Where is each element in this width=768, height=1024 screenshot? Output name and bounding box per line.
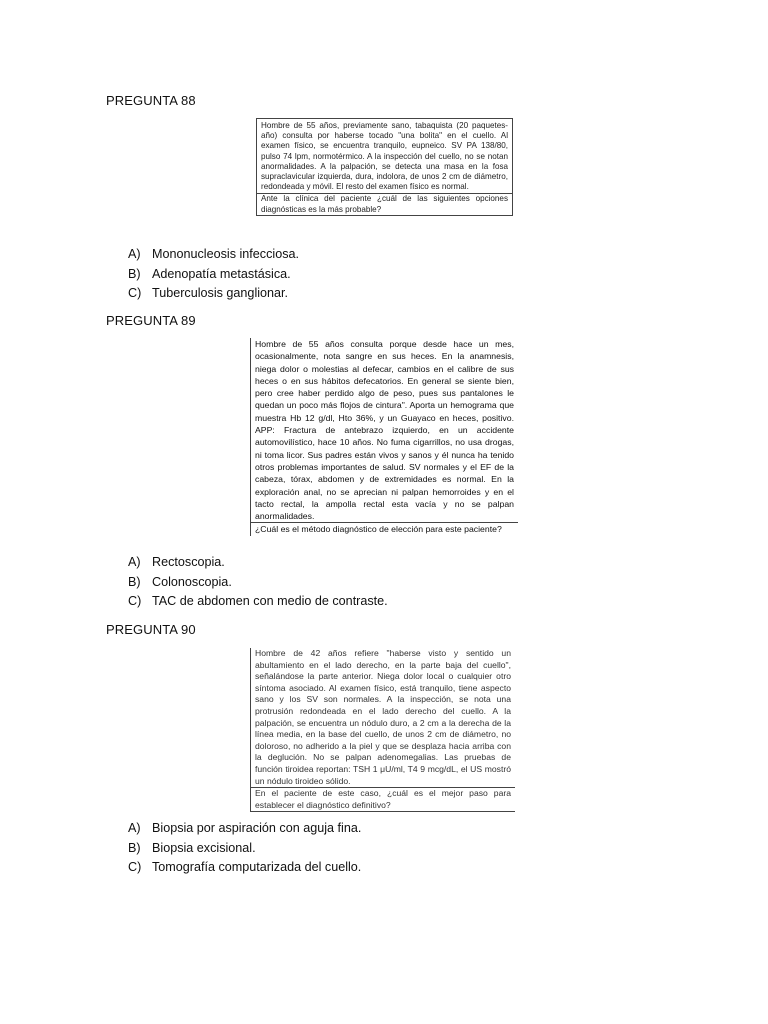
answer-option — [128, 265, 299, 285]
case-question: Ante la clínica del paciente ¿cuál de las siguientes opciones diagnósticas es la más probable? — [257, 193, 512, 214]
option-text: Biopsia excisional. — [152, 840, 256, 855]
question-title: PREGUNTA 90 — [106, 622, 196, 637]
option-letter: C) — [128, 286, 142, 300]
option-text: Tomografía computarizada del cuello. — [152, 860, 362, 874]
case-text: Hombre de 55 años, previamente sano, tabaquista (20 paquetes-año) consulta por haberse tocado "una bolita" en el cuello. Al examen físico, se encuentra tranquilo, eupneico. SV PA 138/80, pulso 74 lpm, normotérmico. A la inspección del cuello, no se notan anormalidades. A la palpación, se detecta una masa en la fosa supraclavicular izquierda, dura, indolora, de unos 2 cm de diámetro, redondeada y móvil. El resto del examen físico es normal. — [261, 121, 508, 192]
answer-options — [128, 819, 361, 878]
answer-option — [128, 245, 299, 265]
option-letter: B) — [128, 840, 141, 855]
case-question: En el paciente de este caso, ¿cuál es el mejor paso para establecer el diagnóstico definitivo? — [251, 787, 515, 811]
option-text: Biopsia por aspiración con aguja fina. — [152, 821, 362, 835]
answer-options — [128, 553, 388, 612]
clinical-case-box — [256, 118, 513, 216]
option-text: Rectoscopia. — [152, 555, 225, 569]
answer-option — [128, 858, 361, 878]
answer-option — [128, 553, 388, 573]
option-letter: A) — [128, 555, 141, 569]
clinical-case-box — [250, 648, 515, 812]
answer-option — [128, 284, 299, 304]
option-text: Colonoscopia. — [152, 574, 232, 589]
option-text: Tuberculosis ganglionar. — [152, 286, 289, 300]
case-text: Hombre de 55 años consulta porque desde hace un mes, ocasionalmente, nota sangre en sus heces. En la anamnesis, niega dolor o molestias al defecar, cambios en el calibre de sus heces o en sus hábitos defecatorios. En general se siente bien, pero cree haber perdido algo de peso, pues sus pantalones le quedan un poco más flojos de cintura". Aporta un hemograma que muestra Hb 12 g/dl, Hto 36%, y un Guayaco en heces, positivo. APP: Fractura de antebrazo izquierdo, en un accidente automovilístico, hace 10 años. No fuma cigarrillos, no usa drogas, ni toma licor. Sus padres están vivos y sanos y él nunca ha tenido otros problemas importantes de salud. SV normales y el EF de la cabeza, tórax, abdomen y de extremidades es normal. En la exploración anal, no se aprecian ni palpan hemorroides y en el tacto rectal, la ampolla rectal esta vacía y no se palpan anormalidades. — [255, 339, 514, 522]
option-letter: A) — [128, 247, 141, 261]
question-title: PREGUNTA 89 — [106, 313, 196, 328]
answer-options — [128, 245, 299, 304]
option-letter: B) — [128, 266, 141, 281]
answer-option — [128, 573, 388, 593]
clinical-case-box — [250, 338, 518, 536]
case-text: Hombre de 42 años refiere "haberse visto y sentido un abultamiento en el lado derecho, en la parte baja del cuello", señalándose la parte anterior. Niega dolor local o cualquier otro síntoma asociado. Al examen físico, está tranquilo, tiene aspecto sano y los SV son normales. A la inspección, se nota una protrusión redondeada en el lado derecho del cuello. A la palpación, se encuentra un nódulo duro, a 2 cm a la derecha de la línea media, en la base del cuello, de unos 2 cm de diámetro, no doloroso, no adherido a la piel y que se desplaza hacia arriba con la deglución. No se palpan adenomegalias. Las pruebas de función tiroidea reportan: TSH 1 μU/ml, T4 9 mcg/dL, el US mostró un nódulo tiroideo sólido. — [255, 648, 511, 786]
option-letter: C) — [128, 860, 142, 874]
question-title: PREGUNTA 88 — [106, 93, 196, 108]
option-text: TAC de abdomen con medio de contraste. — [152, 594, 388, 608]
option-text: Adenopatía metastásica. — [152, 266, 291, 281]
option-letter: A) — [128, 821, 141, 835]
option-letter: B) — [128, 574, 141, 589]
answer-option — [128, 592, 388, 612]
answer-option — [128, 819, 361, 839]
answer-option — [128, 839, 361, 859]
option-text: Mononucleosis infecciosa. — [152, 247, 300, 261]
case-question: ¿Cuál es el método diagnóstico de elección para este paciente? — [251, 522, 518, 535]
option-letter: C) — [128, 594, 142, 608]
